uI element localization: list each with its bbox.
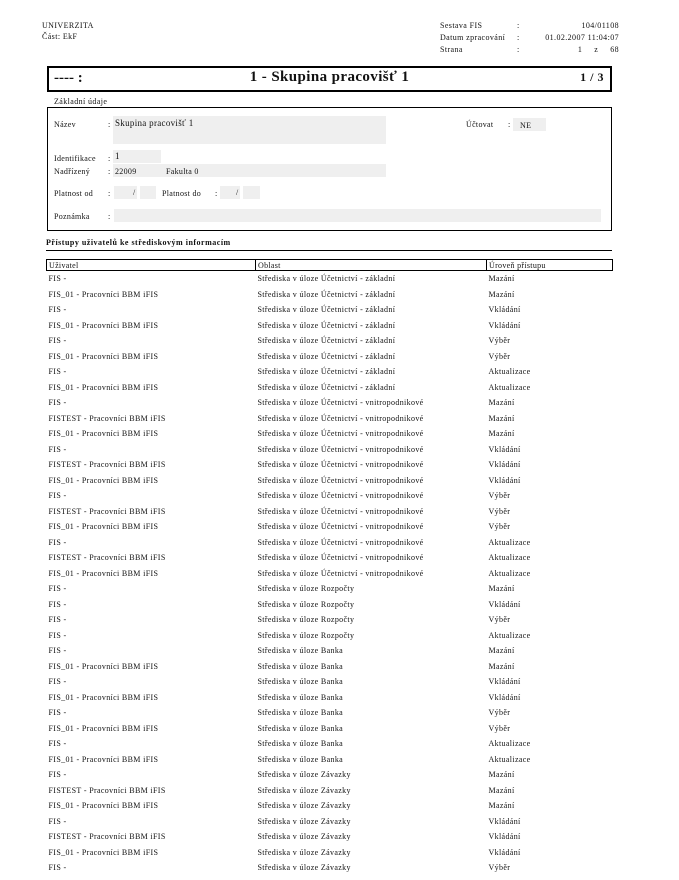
cell-level: Mazání [488, 646, 515, 656]
cell-level: Mazání [488, 398, 515, 408]
cell-level: Vkládání [488, 475, 521, 485]
cell-user: FIS - [48, 739, 67, 749]
parent-value: 22009 [115, 167, 137, 176]
cell-level: Aktualizace [488, 367, 531, 377]
cell-area: Střediska v úloze Banka [257, 677, 344, 687]
cell-area: Střediska v úloze Rozpočty [257, 584, 355, 594]
table-row [47, 550, 613, 566]
cell-level: Výběr [488, 522, 511, 532]
table-row [47, 349, 613, 365]
access-table [46, 259, 613, 876]
cell-level: Mazání [488, 785, 515, 795]
table-row [47, 860, 613, 876]
valid-from-slash: / [133, 188, 136, 197]
cell-area: Střediska v úloze Závazky [257, 832, 351, 842]
cell-user: FIS - [48, 367, 67, 377]
cell-user: FIS_01 - Pracovníci BBM iFIS [48, 801, 159, 811]
cell-area: Střediska v úloze Závazky [257, 847, 351, 857]
account-value: NE [520, 121, 532, 130]
table-row [47, 829, 613, 845]
cell-user: FIS_01 - Pracovníci BBM iFIS [48, 754, 159, 764]
page-colon: : [517, 45, 520, 54]
table-row [47, 426, 613, 442]
access-table-body [47, 271, 613, 876]
table-row [47, 845, 613, 861]
table-row [47, 597, 613, 613]
table-row [47, 767, 613, 783]
cell-area: Střediska v úloze Účetnictví - vnitropodnikové [257, 460, 424, 470]
date-colon: : [517, 33, 520, 42]
report-value: 104/01108 [581, 21, 619, 30]
table-row [47, 488, 613, 504]
cell-user: FIS_01 - Pracovníci BBM iFIS [48, 289, 159, 299]
cell-level: Aktualizace [488, 537, 531, 547]
parent-label: Nadřízený [54, 167, 91, 176]
cell-area: Střediska v úloze Závazky [257, 785, 351, 795]
cell-user: FIS_01 - Pracovníci BBM iFIS [48, 429, 159, 439]
identification-label: Identifikace [54, 154, 96, 163]
column-header-area: Oblast [256, 260, 487, 271]
cell-user: FISTEST - Pracovníci BBM iFIS [48, 785, 166, 795]
valid-to-label: Platnost do [162, 189, 202, 198]
cell-level: Mazání [488, 584, 515, 594]
cell-level: Mazání [488, 413, 515, 423]
cell-area: Střediska v úloze Účetnictví - vnitropodnikové [257, 537, 424, 547]
organization-name: UNIVERZITA [42, 21, 94, 30]
cell-level: Vkládání [488, 320, 521, 330]
identification-field [113, 150, 161, 163]
table-row [47, 690, 613, 706]
cell-user: FISTEST - Pracovníci BBM iFIS [48, 413, 166, 423]
parent-description: Fakulta 0 [166, 167, 199, 176]
cell-user: FIS - [48, 677, 67, 687]
cell-user: FIS - [48, 398, 67, 408]
cell-user: FIS_01 - Pracovníci BBM iFIS [48, 320, 159, 330]
cell-area: Střediska v úloze Účetnictví - vnitropodnikové [257, 522, 424, 532]
cell-user: FIS_01 - Pracovníci BBM iFIS [48, 847, 159, 857]
table-row [47, 566, 613, 582]
note-label: Poznámka [54, 212, 90, 221]
cell-level: Aktualizace [488, 553, 531, 563]
cell-level: Vkládání [488, 677, 521, 687]
name-field [113, 116, 386, 144]
cell-user: FIS_01 - Pracovníci BBM iFIS [48, 475, 159, 485]
cell-level: Mazání [488, 661, 515, 671]
cell-user: FIS_01 - Pracovníci BBM iFIS [48, 568, 159, 578]
cell-area: Střediska v úloze Závazky [257, 816, 351, 826]
table-row [47, 721, 613, 737]
cell-area: Střediska v úloze Závazky [257, 863, 351, 873]
table-row [47, 814, 613, 830]
cell-level: Vkládání [488, 460, 521, 470]
cell-user: FIS_01 - Pracovníci BBM iFIS [48, 522, 159, 532]
table-row [47, 442, 613, 458]
cell-area: Střediska v úloze Banka [257, 723, 344, 733]
cell-level: Aktualizace [488, 630, 531, 640]
cell-area: Střediska v úloze Závazky [257, 770, 351, 780]
cell-area: Střediska v úloze Banka [257, 754, 344, 764]
cell-area: Střediska v úloze Účetnictví - vnitropodnikové [257, 568, 424, 578]
table-row [47, 535, 613, 551]
account-colon: : [508, 120, 511, 129]
cell-area: Střediska v úloze Banka [257, 661, 344, 671]
cell-area: Střediska v úloze Účetnictví - vnitropodnikové [257, 475, 424, 485]
cell-area: Střediska v úloze Účetnictví - základní [257, 305, 396, 315]
cell-level: Aktualizace [488, 739, 531, 749]
cell-user: FIS - [48, 646, 67, 656]
access-table-header [47, 260, 613, 271]
table-row [47, 519, 613, 535]
cell-area: Střediska v úloze Rozpočty [257, 615, 355, 625]
table-row [47, 411, 613, 427]
cell-user: FIS - [48, 537, 67, 547]
cell-level: Vkládání [488, 816, 521, 826]
cell-user: FIS - [48, 491, 67, 501]
cell-area: Střediska v úloze Účetnictví - základní [257, 336, 396, 346]
cell-level: Výběr [488, 708, 511, 718]
parent-colon: : [108, 167, 111, 176]
date-label: Datum zpracování [440, 33, 506, 42]
table-row [47, 271, 613, 287]
cell-user: FIS - [48, 770, 67, 780]
date-value: 01.02.2007 11:04:07 [545, 33, 619, 42]
page-label: Strana [440, 45, 463, 54]
cell-user: FIS - [48, 615, 67, 625]
cell-area: Střediska v úloze Rozpočty [257, 599, 355, 609]
access-section-title: Přístupy uživatelů ke střediskovým informacím [46, 238, 231, 247]
report-colon: : [517, 21, 520, 30]
basic-info-box [47, 107, 612, 231]
account-field [513, 118, 546, 131]
report-label: Sestava FIS [440, 21, 483, 30]
cell-area: Střediska v úloze Účetnictví - základní [257, 274, 396, 284]
cell-level: Vkládání [488, 305, 521, 315]
organization-block [42, 20, 94, 42]
table-row [47, 783, 613, 799]
valid-to-slash: / [236, 188, 239, 197]
column-header-user: Uživatel [47, 260, 256, 271]
cell-area: Střediska v úloze Rozpočty [257, 630, 355, 640]
table-row [47, 457, 613, 473]
note-field [114, 209, 601, 222]
cell-area: Střediska v úloze Účetnictví - základní [257, 351, 396, 361]
cell-user: FIS_01 - Pracovníci BBM iFIS [48, 661, 159, 671]
title-bar [47, 66, 612, 92]
cell-user: FIS - [48, 305, 67, 315]
table-row [47, 380, 613, 396]
cell-user: FIS - [48, 336, 67, 346]
valid-to-field-2 [243, 186, 260, 199]
table-row [47, 302, 613, 318]
cell-area: Střediska v úloze Účetnictví - vnitropodnikové [257, 553, 424, 563]
cell-area: Střediska v úloze Účetnictví - vnitropodnikové [257, 398, 424, 408]
valid-from-label: Platnost od [54, 189, 94, 198]
cell-area: Střediska v úloze Účetnictví - základní [257, 320, 396, 330]
account-label: Účtovat [466, 120, 494, 129]
cell-level: Výběr [488, 506, 511, 516]
cell-user: FIS - [48, 863, 67, 873]
cell-user: FIS - [48, 816, 67, 826]
cell-area: Střediska v úloze Účetnictví - vnitropodnikové [257, 413, 424, 423]
column-header-level: Úroveň přístupu [487, 260, 613, 271]
identification-value: 1 [115, 151, 120, 161]
cell-user: FIS - [48, 444, 67, 454]
table-row [47, 581, 613, 597]
cell-area: Střediska v úloze Účetnictví - vnitropodnikové [257, 506, 424, 516]
name-colon: : [108, 120, 111, 129]
identification-colon: : [108, 154, 111, 163]
cell-user: FISTEST - Pracovníci BBM iFIS [48, 460, 166, 470]
table-row [47, 318, 613, 334]
cell-user: FIS_01 - Pracovníci BBM iFIS [48, 351, 159, 361]
cell-area: Střediska v úloze Účetnictví - vnitropodnikové [257, 444, 424, 454]
note-colon: : [108, 212, 111, 221]
page-title: 1 - Skupina pracovišť 1 [249, 69, 410, 85]
table-row [47, 628, 613, 644]
cell-level: Výběr [488, 863, 511, 873]
table-row [47, 473, 613, 489]
name-value: Skupina pracovišť 1 [115, 118, 194, 128]
cell-level: Mazání [488, 429, 515, 439]
title-code: ---- : [54, 70, 83, 86]
cell-level: Vkládání [488, 832, 521, 842]
access-divider [46, 250, 612, 251]
table-row [47, 643, 613, 659]
table-row [47, 659, 613, 675]
name-label: Název [54, 120, 76, 129]
table-row [47, 333, 613, 349]
cell-user: FIS - [48, 630, 67, 640]
table-row [47, 736, 613, 752]
cell-user: FIS_01 - Pracovníci BBM iFIS [48, 382, 159, 392]
cell-area: Střediska v úloze Účetnictví - základní [257, 382, 396, 392]
cell-user: FIS_01 - Pracovníci BBM iFIS [48, 692, 159, 702]
cell-user: FIS - [48, 584, 67, 594]
cell-level: Aktualizace [488, 754, 531, 764]
cell-level: Aktualizace [488, 382, 531, 392]
organization-part: Část: EkF [42, 32, 78, 41]
cell-user: FISTEST - Pracovníci BBM iFIS [48, 506, 166, 516]
table-row [47, 364, 613, 380]
valid-to-colon: : [215, 189, 218, 198]
cell-area: Střediska v úloze Banka [257, 739, 344, 749]
table-row [47, 674, 613, 690]
table-row [47, 705, 613, 721]
cell-area: Střediska v úloze Účetnictví - základní [257, 289, 396, 299]
cell-level: Vkládání [488, 692, 521, 702]
cell-level: Výběr [488, 723, 511, 733]
cell-user: FIS - [48, 274, 67, 284]
cell-level: Výběr [488, 351, 511, 361]
cell-level: Mazání [488, 770, 515, 780]
cell-level: Výběr [488, 336, 511, 346]
table-row [47, 395, 613, 411]
cell-area: Střediska v úloze Banka [257, 692, 344, 702]
parent-field [113, 164, 386, 177]
cell-user: FISTEST - Pracovníci BBM iFIS [48, 553, 166, 563]
cell-area: Střediska v úloze Účetnictví - základní [257, 367, 396, 377]
table-row [47, 612, 613, 628]
cell-area: Střediska v úloze Banka [257, 646, 344, 656]
cell-user: FIS - [48, 708, 67, 718]
cell-user: FIS - [48, 599, 67, 609]
cell-user: FISTEST - Pracovníci BBM iFIS [48, 832, 166, 842]
cell-level: Vkládání [488, 599, 521, 609]
cell-level: Výběr [488, 615, 511, 625]
title-page-count: 1 / 3 [580, 70, 604, 84]
table-row [47, 287, 613, 303]
cell-area: Střediska v úloze Účetnictví - vnitropodnikové [257, 429, 424, 439]
cell-level: Mazání [488, 801, 515, 811]
cell-level: Vkládání [488, 847, 521, 857]
table-row [47, 798, 613, 814]
cell-area: Střediska v úloze Banka [257, 708, 344, 718]
cell-level: Výběr [488, 491, 511, 501]
cell-user: FIS_01 - Pracovníci BBM iFIS [48, 723, 159, 733]
cell-level: Vkládání [488, 444, 521, 454]
cell-level: Aktualizace [488, 568, 531, 578]
basic-section-title: Základní údaje [54, 97, 108, 106]
cell-level: Mazání [488, 289, 515, 299]
cell-area: Střediska v úloze Závazky [257, 801, 351, 811]
table-row [47, 504, 613, 520]
cell-area: Střediska v úloze Účetnictví - vnitropodnikové [257, 491, 424, 501]
cell-level: Mazání [488, 274, 515, 284]
table-row [47, 752, 613, 768]
valid-from-colon: : [108, 189, 111, 198]
page-value: 1 z 68 [577, 45, 619, 54]
valid-from-field-2 [140, 186, 156, 199]
